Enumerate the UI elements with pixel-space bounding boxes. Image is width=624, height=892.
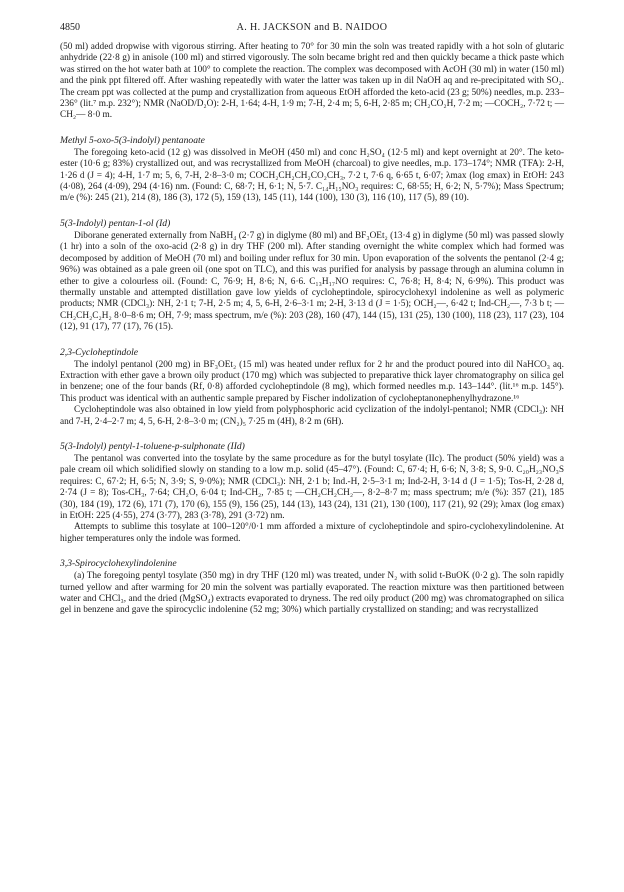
article-body: [60, 42, 564, 617]
page-number: 4850: [60, 22, 80, 33]
section-heading: 5(3-Indolyl) pentan-1-ol (Id): [60, 217, 171, 229]
section-paragraph: Attempts to sublime this tosylate at 100–120°/0·1 mm afforded a mixture of cycloheptindole and spiro-cyclohexylindolenine. At higher temperatures only the indole was formed.: [60, 522, 564, 544]
section-methyl-pentanoate: [60, 135, 564, 205]
section-indolyl-pentanol: [60, 218, 564, 334]
section-paragraph: The foregoing keto-acid (12 g) was dissolved in MeOH (450 ml) and conc H₂SO₄ (12·5 ml) and kept overnight at 20°. The keto-ester (10·6 g; 83%) crystallized out, and was recrystallized from MeOH (charcoal) to give needles, m.p. 173–174°; NMR (TFA): 2-H, 1·26 d (J = 4); 4-H, 1·7 m; 5, 6, 7-H, 2·8–3·0 m; COCH₂CH₂CH₂CO₂CH₃, 7·2 t, 7·6 q, 6·65 t, 6·07; λmax (log εmax) in EtOH: 243 (4·08), 264 (4·09), 294 (4·16) nm. (Found: C, 68·7; H, 6·1; N, 5·7. C₁₄H₁₅NO₃ requires: C, 68·55; H, 6·2; N, 5·7%); Mass Spectrum; m/e (%): 245 (21), 214 (8), 186 (3), 172 (5), 159 (13), 145 (11), 144 (100), 130 (3), 116 (10), 117 (5), 89 (10).: [60, 147, 564, 204]
section-spirocyclohexylindolenine: [60, 558, 564, 617]
section-cycloheptindole: [60, 347, 564, 428]
continued-paragraph: (50 ml) added dropwise with vigorous stirring. After heating to 70° for 30 min the soln was treated rapidly with a hot soln of glutaric anhydride (22·8 g) in anisole (100 ml) and stirred vigorously. The soln became bright red and then quickly became a thick paste which was stirred on the hot water bath at 100° to complete the reaction. The complex was decomposed with AcOH (30 ml) in water (150 ml) and the pink ppt filtered off. After washing repeatedly with water the latter was taken up in dil NaOH aq and re-precipitated with SO₂. The cream ppt was collected at the pump and crystallization from aqueous EtOH afforded the keto-acid (23 g; 50%) needles, m.p. 233–236° (lit.⁷ m.p. 232°); NMR (NaOD/D₂O): 2-H, 1·64; 4-H, 1·9 m; 7-H, 2·4 m; 5, 6-H, 2·85 m; CH₂CO₂H, 7·2 m; —COCH₂, 7·72 t; —CH₂— 8·0 m.: [60, 42, 564, 121]
section-paragraph: (a) The foregoing pentyl tosylate (350 mg) in dry THF (120 ml) was treated, under N₂ with solid t-BuOK (0·2 g). The soln rapidly turned yellow and after warming for 20 min the solvent was partially evaporated. The reaction mixture was then partitioned between water and CHCl₃, and the dried (MgSO₄) extracts evaporated to dryness. The red oily product (200 mg) was chromatographed on silica gel in benzene and gave the spirocyclic indolenine (52 mg; 30%) which partially crystallized on standing; and was recrystallized: [60, 571, 564, 616]
section-heading: 2,3-Cycloheptindole: [60, 346, 139, 358]
section-heading: 5(3-Indolyl) pentyl-1-toluene-p-sulphonate (IId): [60, 440, 245, 452]
section-paragraph: Cycloheptindole was also obtained in low yield from polyphosphoric acid cyclization of the indolyl-pentanol; NMR (CDCl₃): NH and 7-H, 2·4–2·7 m; 4, 5, 6-H, 2·8–3·0 m; (CN₂)₅ 7·25 m (4H), 8·2 m (6H).: [60, 405, 564, 427]
section-paragraph: The indolyl pentanol (200 mg) in BF₃OEt₂ (15 ml) was heated under reflux for 2 hr and the product poured into dil NaHCO₃ aq. Extraction with ether gave a brown oily product (170 mg) which was subjected to preparative thick layer chromatography on silica gel in benzene; one of the four bands (Rf, 0·8) afforded cycloheptindole (8 mg), which formed needles m.p. 143–144°. (lit.¹⁶ m.p. 145°). This product was identical with an authentic sample prepared by Fischer indolization of cycloheptanonephenylhydrazone.¹⁶: [60, 359, 564, 404]
section-paragraph: The pentanol was converted into the tosylate by the same procedure as for the butyl tosylate (IIc). The product (50% yield) was a pale cream oil which solidified slowly on standing to a low m.p. solid (45–47°). (Found: C, 67·4; H, 6·6; N, 3·8; S, 9·0. C₂₀H₂₃NO₃S requires: C, 67·2; H, 6·5; N, 3·9; S, 9·0%); NMR (CDCl₃): NH, 2·1 b; Ind.-H, 2·5–3·1 m; Ind-2-H, 3·14 d (J = 1·5); Tos-H, 2·28 d, 2·74 (J = 8); Tos-CH₃, 7·64; CH₂O, 6·04 t; Ind-CH₂, 7·85 t; —CH₂CH₂CH₂—, 8·2–8·7 m; mass spectrum; m/e (%): 357 (21), 185 (30), 184 (19), 172 (6), 171 (7), 170 (6), 155 (9), 156 (25), 144 (13), 143 (24), 131 (21), 130 (100), 117 (21), 92 (29); λmax (log εmax) in EtOH: 225 (4·55), 274 (3·77), 283 (3·78), 291 (3·72) nm.: [60, 453, 564, 521]
section-paragraph: Diborane generated externally from NaBH₄ (2·7 g) in diglyme (80 ml) and BF₃OEt₂ (13·4 g) in diglyme (50 ml) was passed slowly (1 hr) into a soln of the oxo-acid (2·8 g) in dry THF (200 ml). After standing overnight the white complex which had formed was decomposed by addition of MeOH (70 ml) and boiling under reflux for 30 min. Upon evaporation of the solvents the pentanol (2·4 g; 96%) was obtained as a pale green oil (one spot on TLC), and this was purified for analysis by passage through an alumina column in ether to give a colourless oil. (Found: C, 76·9; H, 8·6; N, 6·6. C₁₃H₁₇NO requires: C, 76·8; H, 8·4; N, 6·9%). This product was thermally unstable and attempted distillation gave low yields of cycloheptindole, spirocyclohexyl indolenine as well as polymeric products; NMR (CDCl₃): NH, 2·1 t; 7-H, 2·5 m; 4, 5, 6-H, 2·6–3·1 m; 2-H, 3·13 d (J = 1·5); OCH₂—, 6·42 t; Ind-CH₂—, 7·3 b t; —CH₂CH₂C₂H₂ 8·0–8·6 m; OH, 7·9; mass spectrum, m/e (%): 203 (28), 160 (47), 144 (15), 131 (25), 130 (100), 118 (23), 117 (23), 104 (12), 91 (17), 77 (17), 76 (15).: [60, 230, 564, 333]
section-heading: Methyl 5-oxo-5(3-indolyl) pentanoate: [60, 134, 205, 146]
section-heading: 3,3-Spirocyclohexylindolenine: [60, 558, 177, 570]
section-pentyl-tosylate: [60, 441, 564, 545]
running-head: [60, 22, 564, 34]
running-head-authors: A. H. JACKSON and B. NAIDOO: [236, 22, 388, 33]
